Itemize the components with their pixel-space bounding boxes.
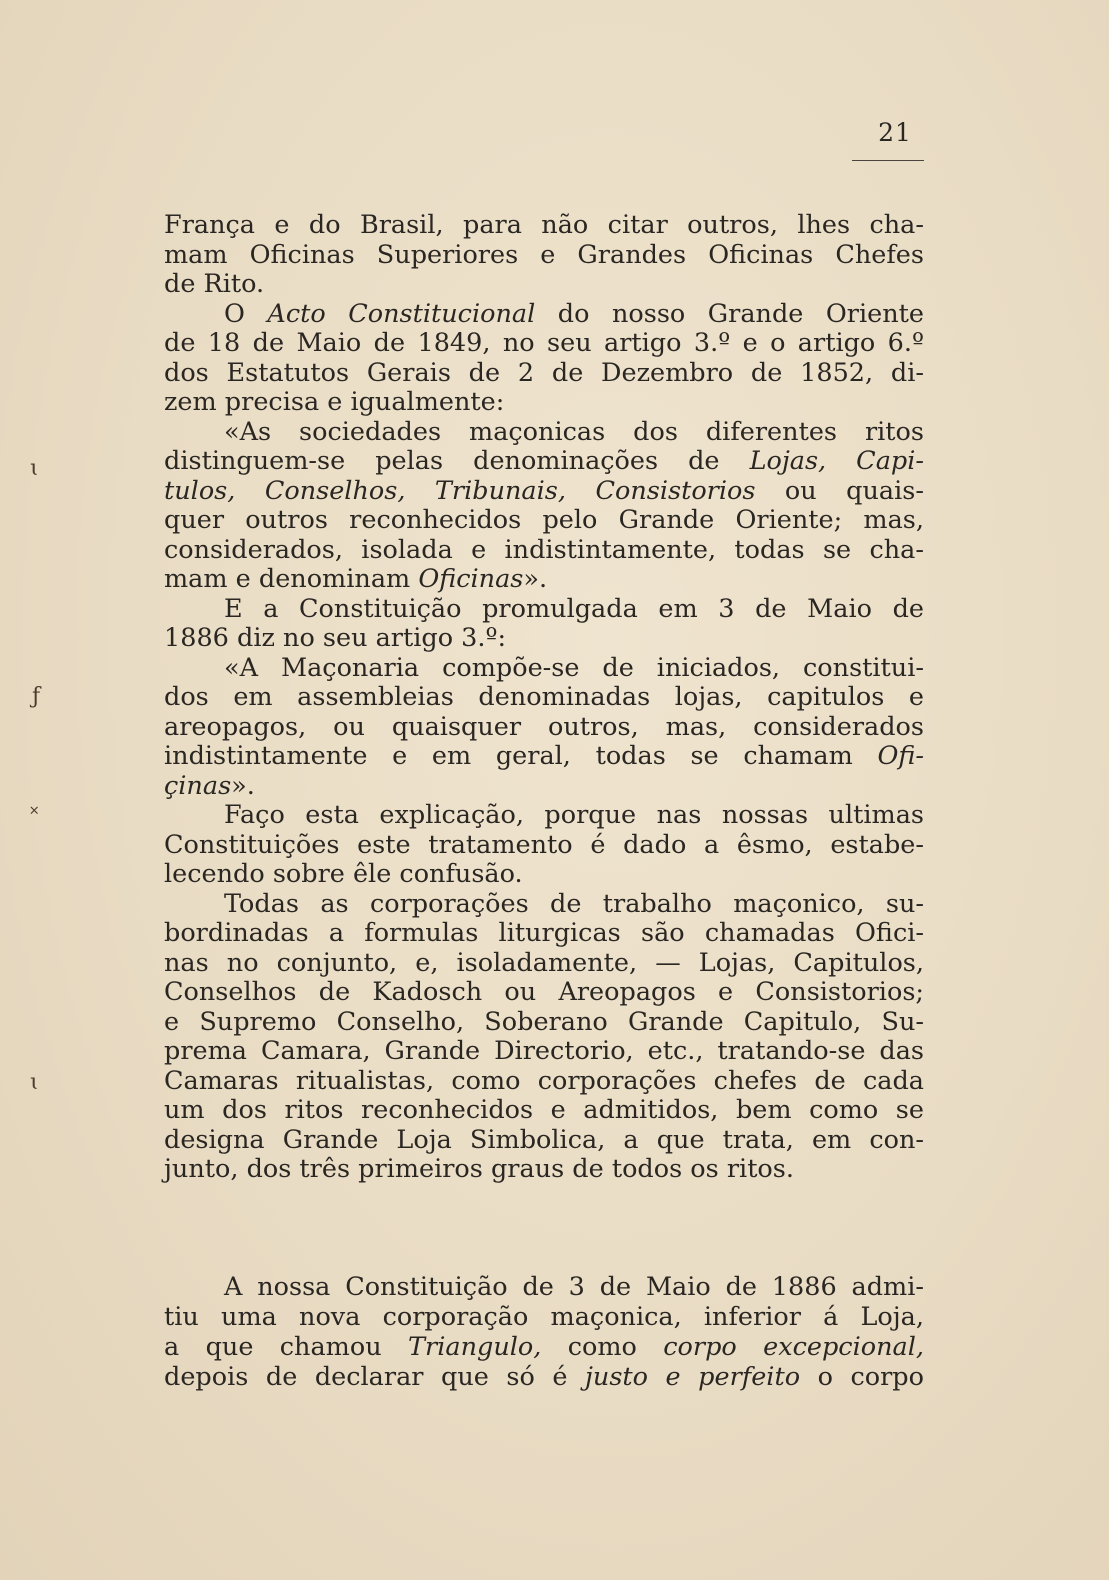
text-run: indistintamente e em geral, todas se chamam <box>164 741 878 771</box>
margin-pencil-mark: ˟ <box>30 803 39 828</box>
text-run: Faço esta explicação, porque nas nossas ultimas <box>224 800 924 830</box>
text-line <box>164 977 924 1007</box>
text-line <box>164 1154 924 1184</box>
text-line <box>164 476 924 506</box>
text-run: E a Constituição promulgada em 3 de Maio de <box>224 593 924 624</box>
text-line <box>164 446 924 476</box>
text-line <box>224 800 924 830</box>
text-run: A nossa Constituição de 3 de Maio de 1886 admi- <box>224 1272 924 1302</box>
text-line <box>164 1095 924 1125</box>
text-line <box>164 1332 924 1362</box>
text-run: ». <box>231 770 255 801</box>
text-line <box>164 1036 924 1066</box>
text-run: considerados, isolada e indistintamente, todas se cha- <box>164 534 924 565</box>
page-number-rule <box>852 160 924 161</box>
text-run: dos Estatutos Gerais de 2 de Dezembro de 1852, di- <box>164 357 924 388</box>
text-run: depois de declarar que só é <box>164 1362 585 1392</box>
text-run: tiu uma nova corporação maçonica, inferior á Loja, <box>164 1302 924 1332</box>
text-run: o corpo <box>800 1362 924 1392</box>
text-run: a que chamou <box>164 1332 409 1362</box>
text-line <box>164 240 924 270</box>
text-run: como <box>541 1332 664 1362</box>
text-line <box>164 918 924 948</box>
text-line <box>164 564 924 594</box>
text-line <box>164 771 924 801</box>
text-run: Camaras ritualistas, como corporações chefes de cada <box>164 1065 924 1096</box>
text-line <box>164 948 924 978</box>
text-run: «A Maçonaria compõe-se de iniciados, constitui- <box>224 652 924 683</box>
text-line <box>164 1007 924 1037</box>
text-run: do nosso Grande Oriente <box>535 298 924 329</box>
text-line <box>164 535 924 565</box>
text-line <box>164 358 924 388</box>
text-run: bordinadas a formulas liturgicas são chamadas Ofici- <box>164 918 924 948</box>
italic-text: Lojas, Capi- <box>749 446 924 476</box>
text-run: nas no conjunto, e, isoladamente, — Lojas, Capitulos, <box>164 947 924 978</box>
text-line <box>224 417 924 447</box>
text-line <box>164 712 924 742</box>
text-line <box>164 830 924 860</box>
text-line <box>224 1272 924 1302</box>
text-run: Constituições este tratamento é dado a êsmo, estabe- <box>164 829 924 860</box>
italic-text: çinas <box>164 770 232 801</box>
text-line <box>164 682 924 712</box>
italic-text: justo e perfeito <box>584 1362 801 1392</box>
text-run: 1886 diz no seu artigo 3.º: <box>164 623 507 653</box>
text-run: zem precisa e igualmente: <box>164 387 505 417</box>
text-line <box>164 210 924 240</box>
margin-pencil-mark: ƒ <box>32 684 41 709</box>
italic-text: Triangulo, <box>408 1332 542 1362</box>
text-run: designa Grande Loja Simbolica, a que trata, em con- <box>164 1124 924 1155</box>
italic-text: corpo excepcional, <box>663 1332 924 1362</box>
text-run: um dos ritos reconhecidos e admitidos, bem como se <box>164 1095 924 1125</box>
text-run: ou quais- <box>755 475 924 506</box>
text-run: lecendo sobre êle confusão. <box>164 859 523 889</box>
page-number: 21 <box>878 118 912 147</box>
margin-pencil-mark: ɩ <box>30 1070 39 1095</box>
text-line <box>164 623 924 653</box>
text-run: areopagos, ou quaisquer outros, mas, considerados <box>164 711 924 742</box>
text-run: e Supremo Conselho, Soberano Grande Capitulo, Su- <box>164 1006 924 1037</box>
text-run: quer outros reconhecidos pelo Grande Oriente; mas, <box>164 505 924 535</box>
text-run: de 18 de Maio de 1849, no seu artigo 3.º e o artigo 6.º <box>164 328 924 358</box>
italic-text: Acto Constitucional <box>267 298 536 329</box>
text-run: mam e denominam <box>164 564 419 594</box>
text-run: O <box>224 298 268 329</box>
text-line <box>224 299 924 329</box>
text-line <box>224 653 924 683</box>
margin-pencil-mark: ɩ <box>30 456 39 481</box>
text-line <box>164 387 924 417</box>
text-line <box>164 741 924 771</box>
text-run: junto, dos três primeiros graus de todos os ritos. <box>164 1154 794 1184</box>
text-run: dos em assembleias denominadas lojas, capitulos e <box>164 682 924 712</box>
text-line <box>164 859 924 889</box>
text-line <box>164 269 924 299</box>
text-line <box>164 1125 924 1155</box>
italic-text: tulos, Conselhos, Tribunais, Consistorios <box>164 475 756 506</box>
text-line <box>164 328 924 358</box>
text-run: ». <box>523 564 548 594</box>
italic-text: Oficinas <box>418 564 524 594</box>
text-run: Todas as corporações de trabalho maçonico, su- <box>224 888 924 919</box>
text-line <box>224 594 924 624</box>
text-line <box>164 1066 924 1096</box>
text-line <box>224 889 924 919</box>
text-run: distinguem-se pelas denominações de <box>164 446 750 476</box>
text-line <box>164 1302 924 1332</box>
text-run: França e do Brasil, para não citar outros, lhes cha- <box>164 210 924 240</box>
text-run: Conselhos de Kadosch ou Areopagos e Consistorios; <box>164 977 924 1007</box>
text-run: prema Camara, Grande Directorio, etc., tratando-se das <box>164 1036 924 1066</box>
text-run: «As sociedades maçonicas dos diferentes ritos <box>224 416 924 447</box>
italic-text: Ofi- <box>877 741 924 771</box>
text-run: de Rito. <box>164 269 265 299</box>
text-line <box>164 505 924 535</box>
text-run: mam Oficinas Superiores e Grandes Oficinas Chefes <box>164 239 924 270</box>
text-line <box>164 1362 924 1392</box>
